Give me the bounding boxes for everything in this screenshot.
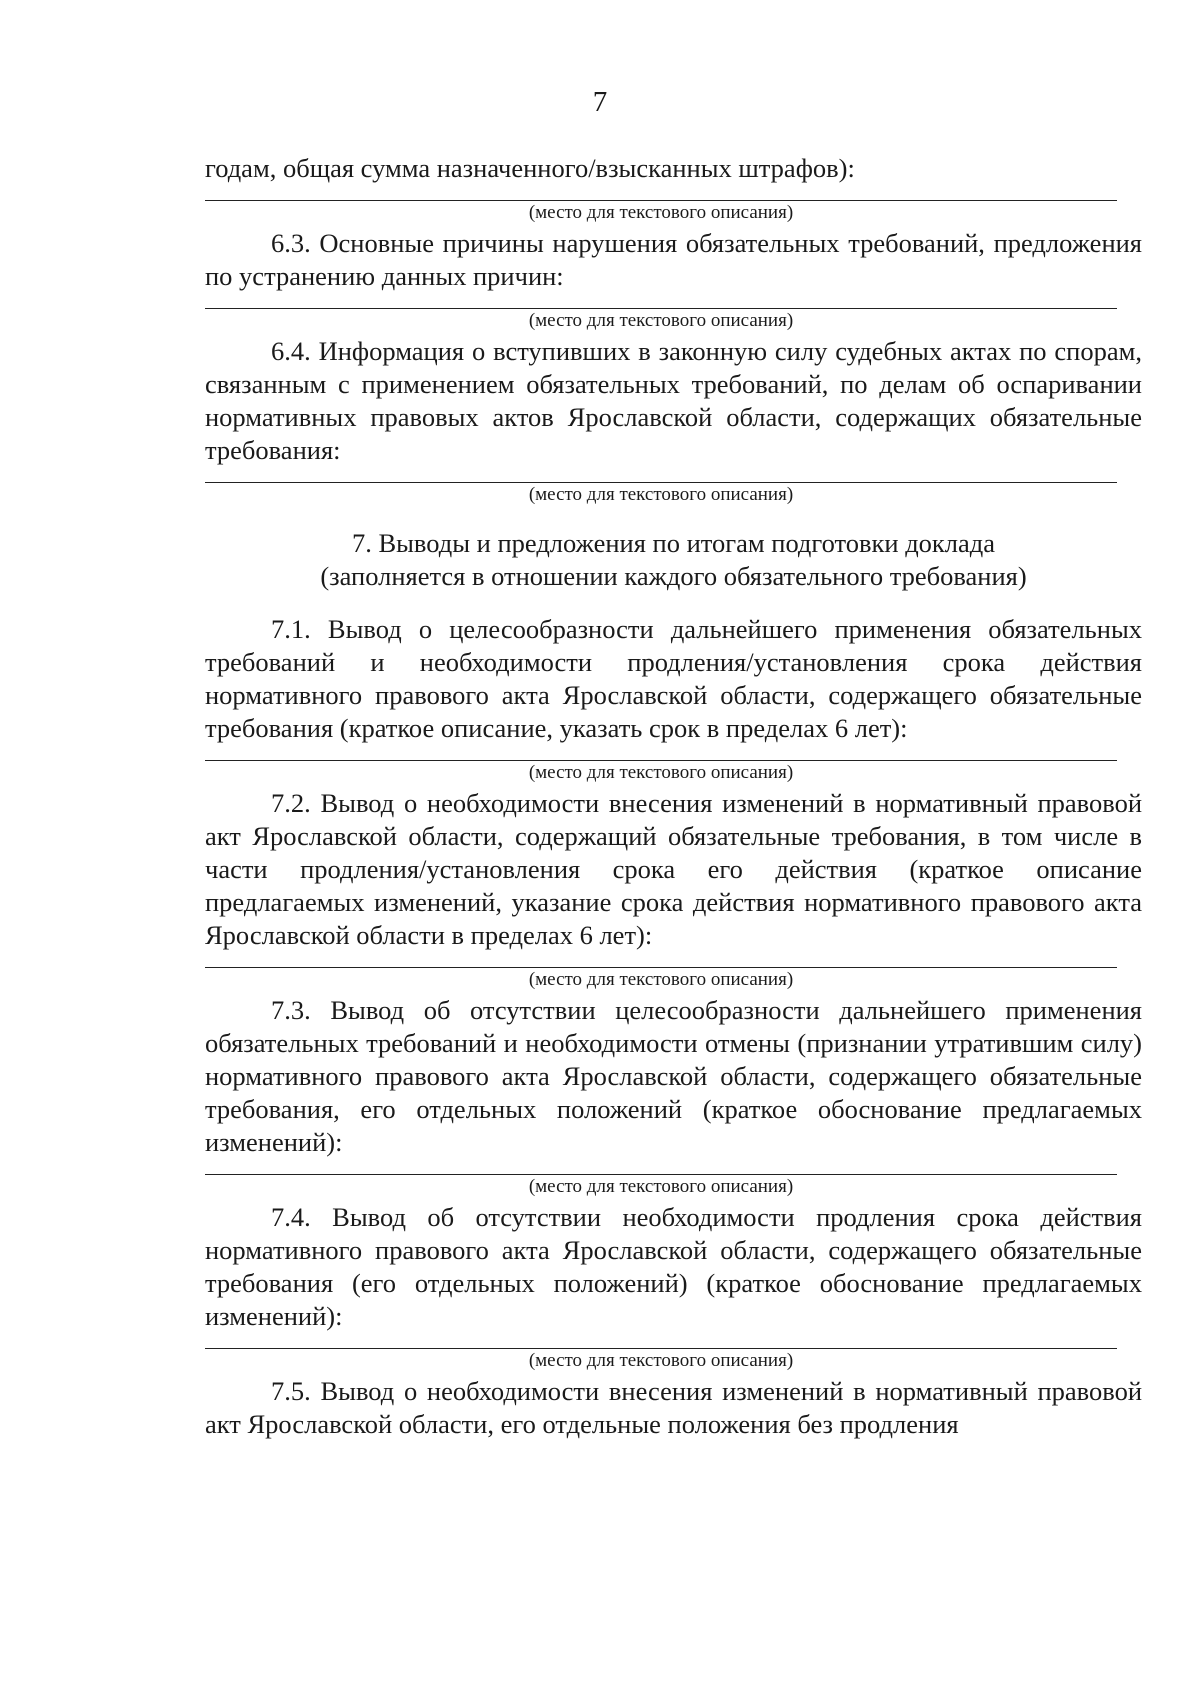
placeholder-caption: (место для текстового описания) [528, 1176, 794, 1197]
page-number: 7 [592, 86, 608, 118]
placeholder-caption: (место для текстового описания) [528, 484, 794, 505]
paragraph-7-3: 7.3. Вывод об отсутствии целесообразности дальнейшего применения обязательных требований и необходимости отмены (признании утратившим силу) нормативного правового акта Ярославской области, содержащего обязательные требования, его отдельных положений (краткое обоснование предлагаемых изменений): [205, 995, 1142, 1157]
section-7-title: 7. Выводы и предложения по итогам подготовки доклада [351, 528, 996, 558]
placeholder-caption: (место для текстового описания) [528, 1350, 794, 1371]
section-7-subtitle: (заполняется в отношении каждого обязательного требования) [320, 561, 1027, 591]
paragraph-7-4: 7.4. Вывод об отсутствии необходимости продления срока действия нормативного правового акта Ярославской области, содержащего обязательные требования (его отдельных положений) (краткое обоснование предлагаемых изменений): [205, 1202, 1142, 1331]
intro-paragraph: годам, общая сумма назначенного/взысканных штрафов): [205, 153, 855, 183]
paragraph-7-2: 7.2. Вывод о необходимости внесения изменений в нормативный правовой акт Ярославской области, содержащий обязательные требования, в том числе в части продления/установления срока его действия (краткое описание предлагаемых изменений, указание срока действия нормативного правового акта Ярославской области в пределах 6 лет): [205, 788, 1142, 950]
paragraph-6-4: 6.4. Информация о вступивших в законную силу судебных актах по спорам, связанным с применением обязательных требований, по делам об оспаривании нормативных правовых актов Ярославской области, содержащих обязательные требования: [205, 336, 1142, 465]
section-7-heading [205, 527, 1142, 593]
placeholder-caption: (место для текстового описания) [528, 202, 794, 223]
placeholder-caption: (место для текстового описания) [528, 310, 794, 331]
document-body [205, 152, 1142, 1441]
placeholder-caption: (место для текстового описания) [528, 969, 794, 990]
placeholder-caption: (место для текстового описания) [528, 762, 794, 783]
paragraph-7-1: 7.1. Вывод о целесообразности дальнейшего применения обязательных требований и необходимости продления/установления срока действия нормативного правового акта Ярославской области, содержащего обязательные требования (краткое описание, указать срок в пределах 6 лет): [205, 614, 1142, 743]
paragraph-7-5: 7.5. Вывод о необходимости внесения изменений в нормативный правовой акт Ярославской области, его отдельные положения без продления [205, 1376, 1142, 1439]
paragraph-6-3: 6.3. Основные причины нарушения обязательных требований, предложения по устранению данных причин: [205, 228, 1142, 291]
